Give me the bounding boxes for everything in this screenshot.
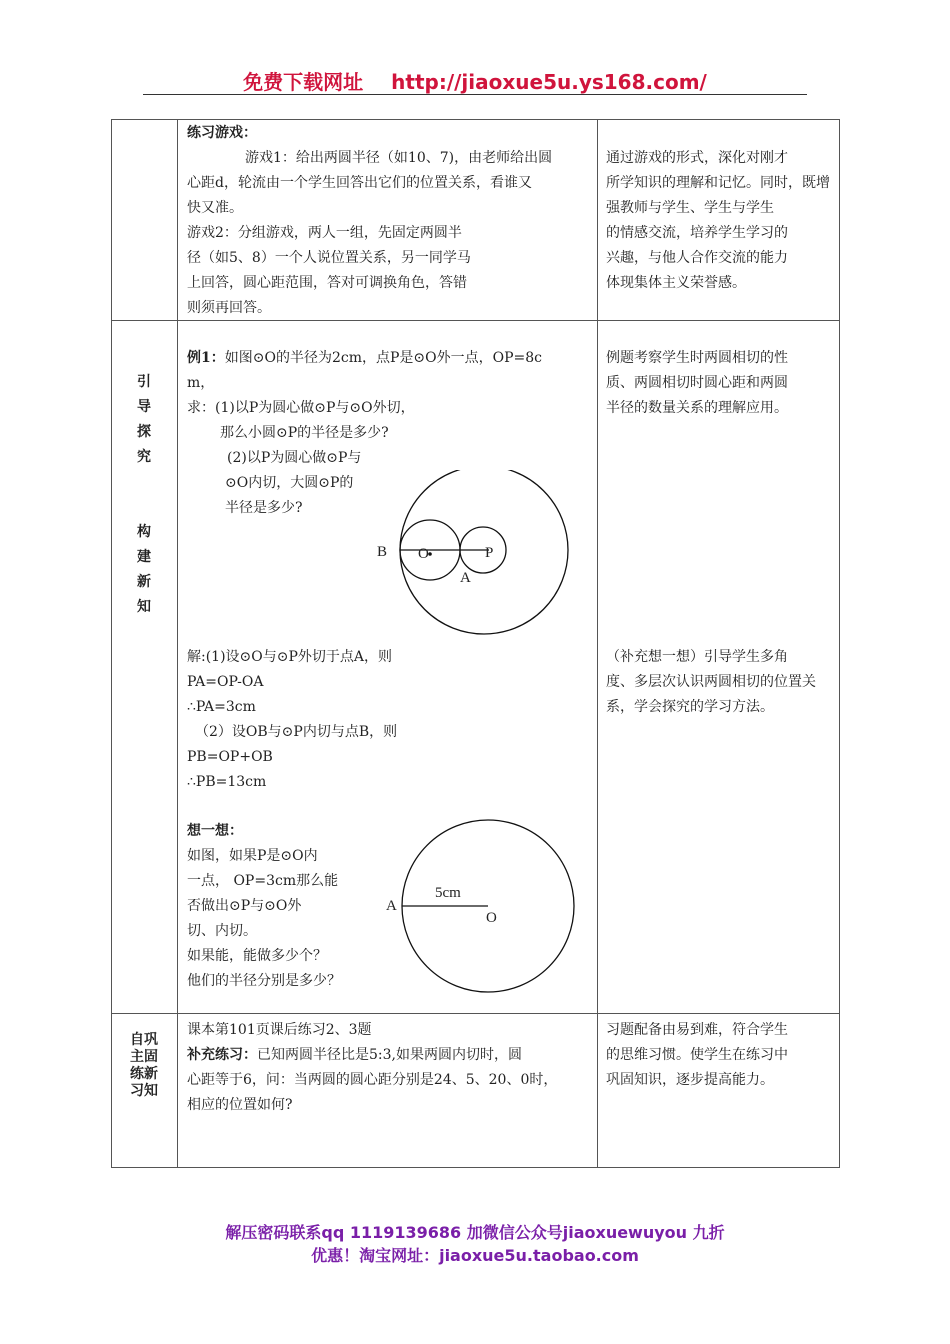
label-b: B: [377, 544, 388, 560]
note-line: 的情感交流，培养学生学习的: [606, 225, 788, 241]
example-line: m，: [187, 375, 215, 391]
solution-line: ∴PA=3cm: [187, 699, 256, 715]
note-line: 所学知识的理解和记忆。同时，既增: [606, 175, 830, 191]
note-line: 巩固知识，逐步提高能力。: [606, 1072, 774, 1088]
example-line: 那么小圆⊙P的半径是多少?: [220, 425, 389, 441]
note-line: 度、多层次认识两圆相切的位置关: [606, 674, 816, 690]
note-line: （补充想一想）引导学生多角: [606, 649, 788, 665]
game-line: 快又准。: [187, 200, 243, 216]
solution-line: PB=OP+OB: [187, 749, 273, 765]
note-line: 习题配备由易到难，符合学生: [606, 1022, 788, 1038]
think-line: 如图，如果P是⊙O内: [187, 848, 318, 864]
supplement-first-line: 补充练习：已知两圆半径比是5:3,如果两圆内切时，圆: [187, 1047, 522, 1063]
solution-line: （2）设OB与⊙P内切与点B，则: [195, 724, 398, 740]
think-line: 切、内切。: [187, 923, 257, 939]
game-line: 游戏1：给出两圆半径（如10、7)，由老师给出圆: [245, 150, 553, 166]
header-rule: [143, 94, 807, 95]
example-line: 求：(1)以P为圆心做⊙P与⊙O外切，: [187, 400, 415, 416]
game-line: 游戏2：分组游戏，两人一组，先固定两圆半: [187, 225, 462, 241]
footer-line-2[interactable]: 优惠！淘宝网址：jiaoxue5u.taobao.com: [311, 1246, 639, 1265]
think-line: 一点， OP=3cm那么能: [187, 873, 339, 889]
example-line: 半径是多少?: [225, 500, 303, 516]
example-line-1: 例1：如图⊙O的半径为2cm，点P是⊙O外一点，OP=8c: [187, 350, 542, 366]
label-o-2: O: [486, 910, 497, 926]
label-a-2: A: [386, 898, 397, 914]
note-line: 通过游戏的形式，深化对刚才: [606, 150, 788, 166]
note-line: 例题考察学生时两圆相切的性: [606, 350, 788, 366]
example-line: (2)以P为圆心做⊙P与: [227, 450, 362, 466]
game-title: 练习游戏：: [187, 125, 257, 141]
textbook-exercise: 课本第101页课后练习2、3题: [187, 1022, 372, 1038]
game-line: 径（如5、8）一个人说位置关系，另一同学马: [187, 250, 471, 266]
solution-line: PA=OP-OA: [187, 674, 264, 690]
game-line: 则须再回答。: [187, 300, 271, 316]
note-line: 的思维习惯。使学生在练习中: [606, 1047, 788, 1063]
solution-line: 解:(1)设⊙O与⊙P外切于点A，则: [187, 649, 393, 665]
think-line: 他们的半径分别是多少？: [187, 973, 341, 989]
label-p: P: [485, 545, 494, 561]
think-title: 想一想：: [187, 823, 243, 839]
label-5cm: 5cm: [435, 885, 461, 901]
row-divider-2: [111, 1013, 839, 1014]
page-header: [0, 66, 950, 95]
note-line: 强教师与学生、学生与学生: [606, 200, 774, 216]
game-line: 心距d，轮流由一个学生回答出它们的位置关系，看谁又: [187, 175, 532, 191]
label-a: A: [460, 570, 471, 586]
note-line: 半径的数量关系的理解应用。: [606, 400, 788, 416]
think-line: 如果能，能做多少个？: [187, 948, 327, 964]
header-label: 免费下载网址: [243, 70, 364, 94]
side-label-explore: 引 导 探 究: [137, 374, 151, 465]
column-divider-2: [597, 119, 598, 1167]
label-o: O: [418, 546, 429, 562]
game-line: 上回答，圆心距范围，答对可调换角色，答错: [187, 275, 467, 291]
side-label-practice: 自巩 主固 练新 习知: [130, 1032, 158, 1099]
note-line: 系，学会探究的学习方法。: [606, 699, 774, 715]
note-line: 体现集体主义荣誉感。: [606, 275, 746, 291]
circle-radius-figure: [400, 815, 580, 1000]
side-label-construct: 构 建 新 知: [137, 524, 151, 615]
note-line: 兴趣，与他人合作交流的能力: [606, 250, 788, 266]
column-divider-1: [177, 119, 178, 1167]
supplement-line: 心距等于6，问：当两圆的圆心距分别是24、5、20、0时，: [187, 1072, 558, 1088]
header-url[interactable]: http://jiaoxue5u.ys168.com/: [391, 70, 707, 94]
example-line: ⊙O内切，大圆⊙P的: [225, 475, 354, 491]
think-line: 否做出⊙P与⊙O外: [187, 898, 302, 914]
footer-line-1: 解压密码联系qq 1119139686 加微信公众号jiaoxuewuyou 九折: [225, 1223, 725, 1242]
supplement-line: 相应的位置如何?: [187, 1097, 293, 1113]
note-line: 质、两圆相切时圆心距和两圆: [606, 375, 788, 391]
tangent-circles-figure: [370, 470, 580, 640]
solution-line: ∴PB=13cm: [187, 774, 267, 790]
